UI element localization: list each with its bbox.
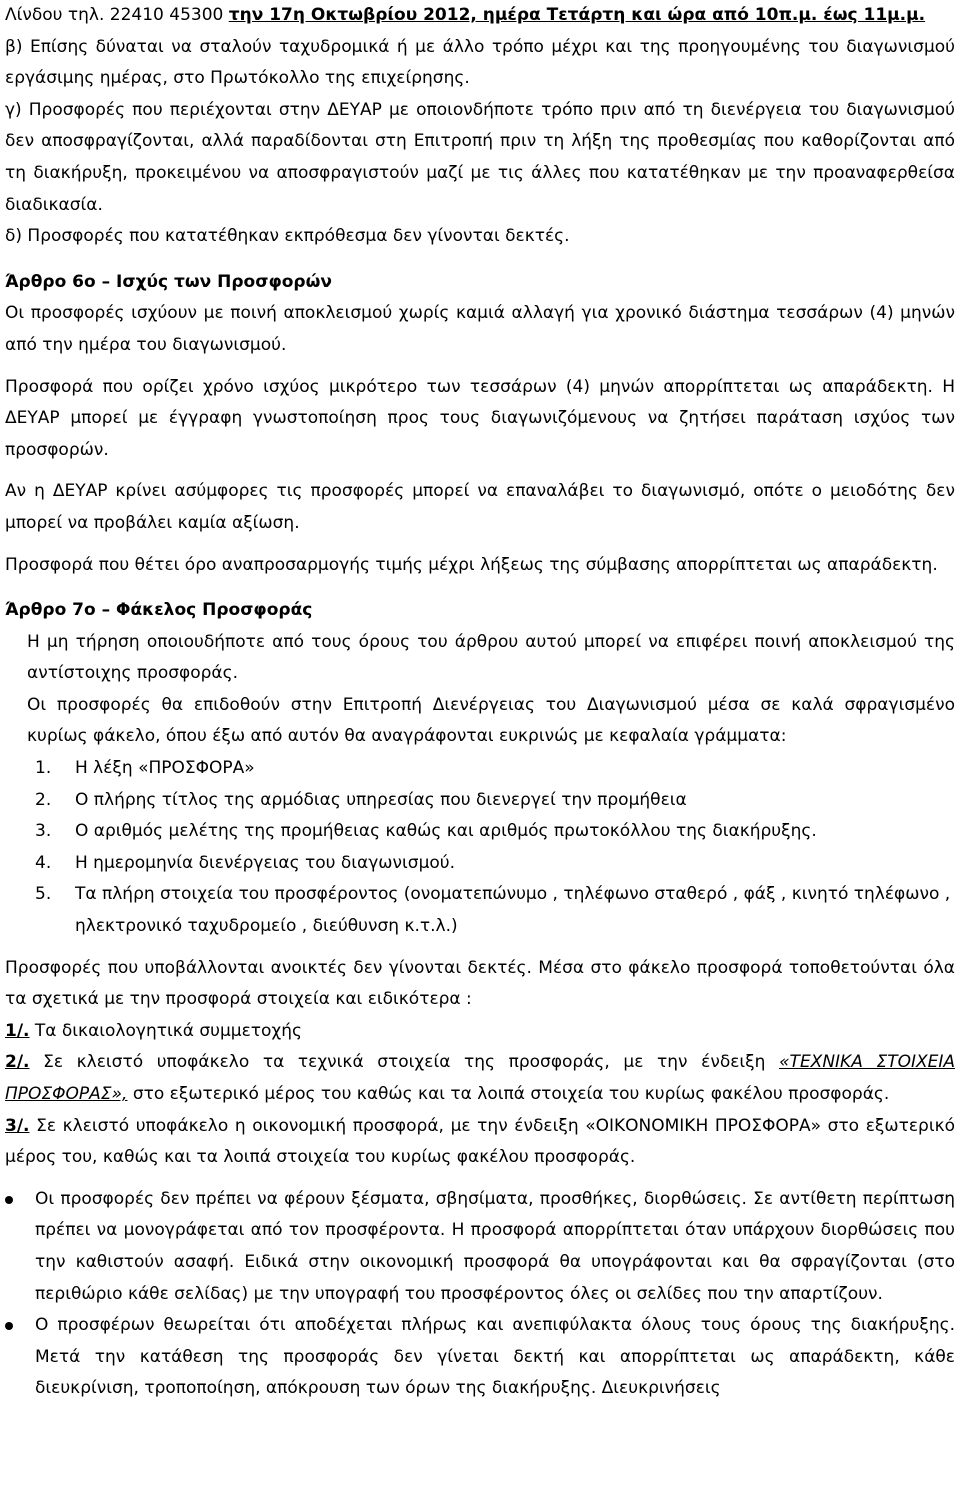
article-7-heading: Άρθρο 7ο – Φάκελος Προσφοράς <box>5 600 313 621</box>
list-item: 5. Τα πλήρη στοιχεία του προσφέροντος (ονοματεπώνυμο , τηλέφωνο σταθερό , φάξ , κινητό τηλέφωνο , ηλεκτρονικό ταχυδρομείο , διεύθυνση κ.τ.λ.) <box>35 884 951 937</box>
article-6-paragraph-4: Προσφορά που θέτει όρο αναπροσαρμογής τιμής μέχρι λήξεως της σύμβασης απορρίπτεται ως απαράδεκτη. <box>5 554 938 575</box>
intro-plain-text: Λίνδου τηλ. 22410 45300 <box>5 5 229 25</box>
list-item: 3. Ο αριθμός μελέτης της προμήθειας καθώς και αριθμός πρωτοκόλλου της διακήρυξης. <box>35 821 817 842</box>
list-item: 2. Ο πλήρης τίτλος της αρμόδιας υπηρεσίας που διενεργεί την προμήθεια <box>35 789 687 810</box>
article-6-paragraph-2: Προσφορά που ορίζει χρόνο ισχύος μικρότερο των τεσσάρων (4) μηνών απορρίπτεται ως απαράδεκτη. Η ΔΕΥΑΡ μπορεί με έγγραφη γνωστοποίηση προς τους διαγωνιζόμενους να ζητήσει παράταση ισχύος των προσφορών. <box>5 376 955 460</box>
envelope-item-2-label: «ΤΕΧΝΙΚΑ ΣΤΟΙΧΕΙΑ ΠΡΟΣΦΟΡΑΣ», <box>5 1052 955 1104</box>
intro-line <box>5 0 955 32</box>
list-item: 4. Η ημερομηνία διενέργειας του διαγωνισμού. <box>35 852 456 873</box>
envelope-item-2-text-a: Σε κλειστό υποφάκελο τα τεχνικά στοιχεία της προσφοράς, με την ένδειξη <box>29 1052 780 1073</box>
clause-d: δ) Προσφορές που κατατέθηκαν εκπρόθεσμα δεν γίνονται δεκτές. <box>5 226 570 247</box>
envelope-item-2 <box>5 1047 955 1110</box>
envelope-item-3-number: 3/. <box>5 1115 30 1136</box>
list-item: Ο προσφέρων θεωρείται ότι αποδέχεται πλήρως και ανεπιφύλακτα όλους τους όρους της διακήρυξης. Μετά την κατάθεση της προσφοράς δεν γίνεται δεκτή και απορρίπτεται ως απαράδεκτη, κάθε διευκρίνιση, τροποποίηση, απόκρουση των όρων της διακήρυξης. Διευκρινήσεις <box>5 1310 955 1405</box>
clause-b: β) Επίσης δύναται να σταλούν ταχυδρομικά ή με άλλο τρόπο μέχρι και της προηγουμένης του διαγωνισμού εργάσιμης ημέρας, στο Πρωτόκολλο της επιχείρησης. <box>5 36 955 89</box>
envelope-item-1-text: Τα δικαιολογητικά συμμετοχής <box>29 1020 302 1041</box>
envelope-item-2-number: 2/. <box>5 1052 30 1073</box>
envelope-item-3-text: Σε κλειστό υποφάκελο η οικονομική προσφορά, με την ένδειξη «ΟΙΚΟΝΟΜΙΚΗ ΠΡΟΣΦΟΡΑ» στο εξωτερικό μέρος του, καθώς και τα λοιπά στοιχεία του κυρίως φακέλου προσφοράς. <box>5 1115 955 1168</box>
article-6-heading: Άρθρο 6ο – Ισχύς των Προσφορών <box>5 271 332 292</box>
article-7-paragraph-3: Προσφορές που υποβάλλονται ανοικτές δεν γίνονται δεκτές. Μέσα στο φάκελο προσφορά τοποθετούνται όλα τα σχετικά με την προσφορά στοιχεία και ειδικότερα : <box>5 957 955 1010</box>
list-item: Οι προσφορές δεν πρέπει να φέρουν ξέσματα, σβησίματα, προσθήκες, διορθώσεις. Σε αντίθετη περίπτωση πρέπει να μονογράφεται από τον προσφέροντα. Η προσφορά απορρίπτεται όταν υπάρχουν διορθώσεις που την καθιστούν ασαφή. Ειδικά στην οικονομική προσφορά θα υπογράφονται και θα σφραγίζονται (στο περιθώριο κάθε σελίδας) με την υπογραφή του προσφέροντος όλες οι σελίδες που την απαρτίζουν. <box>5 1184 955 1310</box>
document-page <box>5 0 955 1405</box>
article-7-paragraph-2: Οι προσφορές θα επιδοθούν στην Επιτροπή Διενέργειας του Διαγωνισμού μέσα σε καλά σφραγισμένο κυρίως φάκελο, όπου έξω από αυτόν θα αναγράφονται ευκρινώς με κεφαλαία γράμματα: <box>27 694 955 747</box>
envelope-item-2-text-b: στο εξωτερικό μέρος του καθώς και τα λοιπά στοιχεία του κυρίως φακέλου προσφοράς. <box>127 1084 890 1104</box>
article-7-paragraph-1: Η μη τήρηση οποιουδήποτε από τους όρους του άρθρου αυτού μπορεί να επιφέρει ποινή αποκλεισμού της αντίστοιχης προσφοράς. <box>27 631 955 684</box>
conditions-bullet-list <box>5 1184 955 1405</box>
envelope-item-1 <box>5 1016 955 1048</box>
intro-date-text: την 17η Οκτωβρίου 2012, ημέρα Τετάρτη και ώρα από 10π.μ. έως 11μ.μ. <box>228 5 926 25</box>
envelope-item-3 <box>5 1111 955 1174</box>
envelope-item-1-number: 1/. <box>5 1020 30 1041</box>
clause-c: γ) Προσφορές που περιέχονται στην ΔΕΥΑΡ με οποιονδήποτε τρόπο πριν από τη διενέργεια του διαγωνισμού δεν αποσφραγίζονται, αλλά παραδίδονται στη Επιτροπή πριν τη λήξη της προθεσμίας που καθορίζονται από τη διακήρυξη, προκειμένου να αποσφραγιστούν μαζί με τις άλλες που κατατέθηκαν με την προαναφερθείσα διαδικασία. <box>5 99 955 215</box>
article-6-paragraph-1: Οι προσφορές ισχύουν με ποινή αποκλεισμού χωρίς καμιά αλλαγή για χρονικό διάστημα τεσσάρων (4) μηνών από την ημέρα του διαγωνισμού. <box>5 303 955 355</box>
envelope-label-list <box>5 753 955 943</box>
article-6-paragraph-3: Αν η ΔΕΥΑΡ κρίνει ασύμφορες τις προσφορές μπορεί να επαναλάβει το διαγωνισμό, οπότε ο μειοδότης δεν μπορεί να προβάλει καμία αξίωση. <box>5 481 955 533</box>
list-item: 1. Η λέξη «ΠΡΟΣΦΟΡΑ» <box>35 758 255 779</box>
